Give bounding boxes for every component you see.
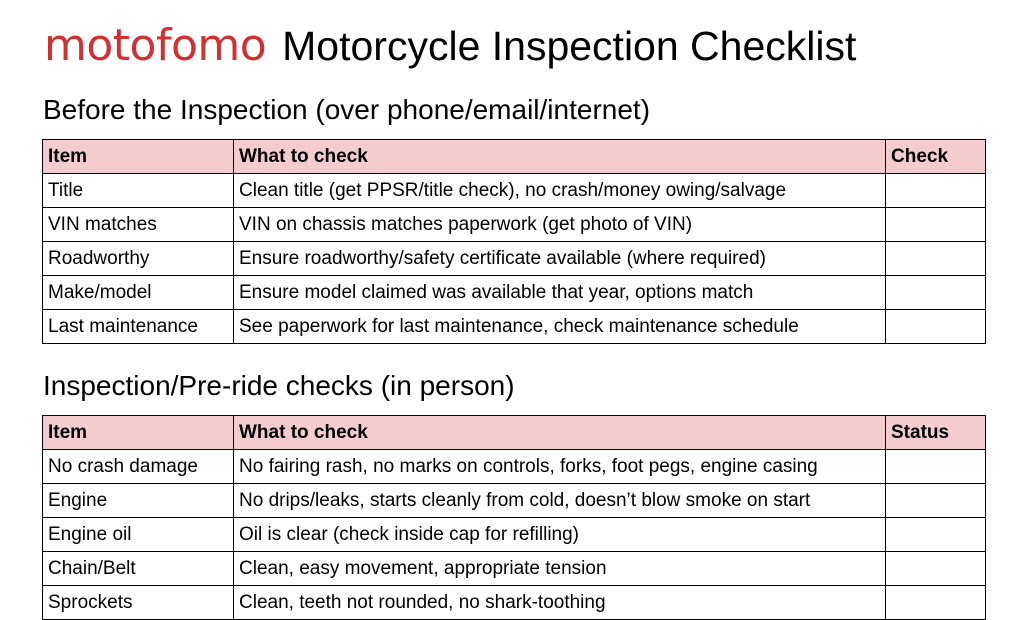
item-cell: Chain/Belt xyxy=(43,552,234,586)
document-header xyxy=(44,20,856,80)
brand-logo: motofomo xyxy=(44,20,267,71)
column-header-item: Item xyxy=(43,416,234,450)
table-row xyxy=(43,450,986,484)
what-to-check-cell: Clean, teeth not rounded, no shark-toothing xyxy=(234,586,886,620)
table-header-row xyxy=(43,140,986,174)
item-cell: Engine xyxy=(43,484,234,518)
column-header-status: Status xyxy=(886,416,986,450)
item-cell: Last maintenance xyxy=(43,310,234,344)
item-cell: VIN matches xyxy=(43,208,234,242)
status-cell[interactable] xyxy=(886,518,986,552)
table-row xyxy=(43,174,986,208)
what-to-check-cell: Ensure roadworthy/safety certificate available (where required) xyxy=(234,242,886,276)
table-row xyxy=(43,310,986,344)
before-inspection-table xyxy=(42,139,986,344)
table-row xyxy=(43,208,986,242)
inspection-table xyxy=(42,415,986,620)
check-cell[interactable] xyxy=(886,242,986,276)
status-cell[interactable] xyxy=(886,552,986,586)
check-cell[interactable] xyxy=(886,174,986,208)
table-row xyxy=(43,552,986,586)
column-header-item: Item xyxy=(43,140,234,174)
table-row xyxy=(43,518,986,552)
item-cell: Sprockets xyxy=(43,586,234,620)
what-to-check-cell: No fairing rash, no marks on controls, forks, foot pegs, engine casing xyxy=(234,450,886,484)
what-to-check-cell: Clean title (get PPSR/title check), no crash/money owing/salvage xyxy=(234,174,886,208)
table-header-row xyxy=(43,416,986,450)
what-to-check-cell: Clean, easy movement, appropriate tension xyxy=(234,552,886,586)
check-cell[interactable] xyxy=(886,208,986,242)
column-header-what-to-check: What to check xyxy=(234,416,886,450)
what-to-check-cell: No drips/leaks, starts cleanly from cold, doesn’t blow smoke on start xyxy=(234,484,886,518)
table-row xyxy=(43,586,986,620)
item-cell: Title xyxy=(43,174,234,208)
item-cell: Roadworthy xyxy=(43,242,234,276)
item-cell: No crash damage xyxy=(43,450,234,484)
table-row xyxy=(43,276,986,310)
what-to-check-cell: Ensure model claimed was available that year, options match xyxy=(234,276,886,310)
item-cell: Engine oil xyxy=(43,518,234,552)
check-cell[interactable] xyxy=(886,310,986,344)
item-cell: Make/model xyxy=(43,276,234,310)
status-cell[interactable] xyxy=(886,484,986,518)
before-inspection-heading: Before the Inspection (over phone/email/internet) xyxy=(43,94,651,125)
what-to-check-cell: VIN on chassis matches paperwork (get photo of VIN) xyxy=(234,208,886,242)
what-to-check-cell: See paperwork for last maintenance, check maintenance schedule xyxy=(234,310,886,344)
table-row xyxy=(43,242,986,276)
status-cell[interactable] xyxy=(886,586,986,620)
document-title: Motorcycle Inspection Checklist xyxy=(282,23,857,69)
column-header-what-to-check: What to check xyxy=(234,140,886,174)
check-cell[interactable] xyxy=(886,276,986,310)
status-cell[interactable] xyxy=(886,450,986,484)
what-to-check-cell: Oil is clear (check inside cap for refilling) xyxy=(234,518,886,552)
inspection-heading: Inspection/Pre-ride checks (in person) xyxy=(43,370,515,401)
table-row xyxy=(43,484,986,518)
column-header-check: Check xyxy=(886,140,986,174)
